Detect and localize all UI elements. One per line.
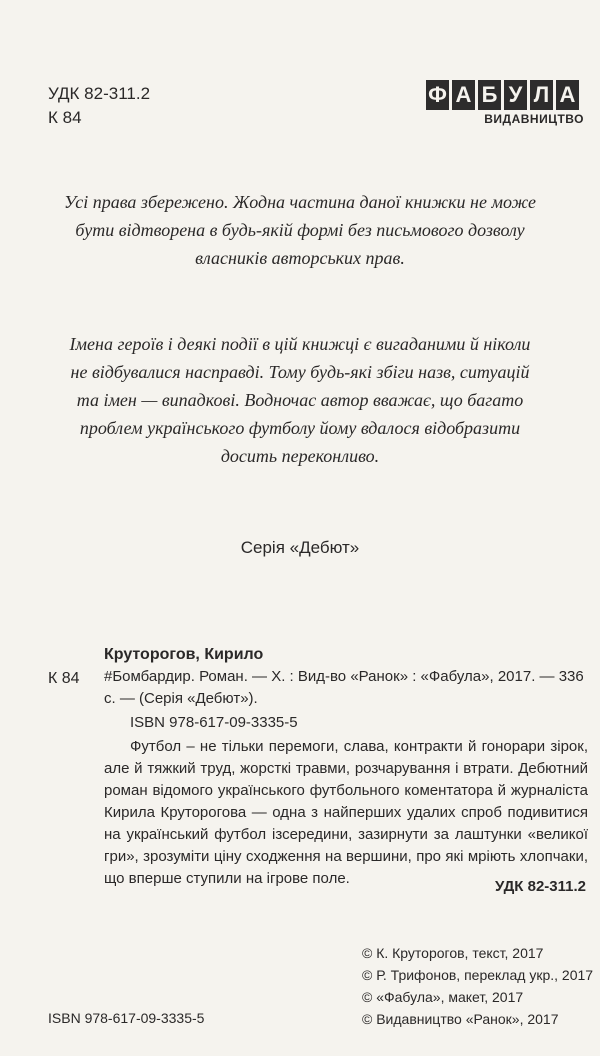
- copyright-line: © Видавництво «Ранок», 2017: [362, 1011, 559, 1027]
- logo-letter: Ф: [426, 80, 449, 110]
- disclaimer: Імена героїв і деякі події в цій книжці є вигаданими й ніколи не відбувалися насправді. Тому будь-які збіги назв, ситуацій та імен — випадкові. Водночас автор вважає, що багато проблем українського футболу йому вдалося відобразити досить переконливо.: [69, 334, 531, 466]
- author-mark: К 84: [48, 108, 82, 127]
- logo-letter: А: [556, 80, 579, 110]
- publisher-logo: [426, 80, 586, 126]
- logo-wordmark: [426, 80, 586, 110]
- isbn-bottom: ISBN 978-617-09-3335-5: [48, 1010, 205, 1026]
- logo-letter: Л: [530, 80, 553, 110]
- copyright-line: © К. Круторогов, текст, 2017: [362, 945, 544, 961]
- logo-letter: А: [452, 80, 475, 110]
- series-label: Серія «Дебют»: [240, 538, 360, 557]
- card-code: К 84: [48, 670, 80, 687]
- logo-letter: У: [504, 80, 527, 110]
- card-author: Круторогов, Кирило: [104, 646, 264, 663]
- udk-block: [48, 82, 150, 130]
- logo-letter: Б: [478, 80, 501, 110]
- udk-code: УДК 82-311.2: [48, 84, 151, 103]
- card-title-line: #Бомбардир. Роман. — Х. : Вид-во «Ранок» : «Фабула», 2017. — 336 с. — (Серія «Дебют»).: [104, 668, 584, 707]
- copyright-list: [362, 942, 593, 1030]
- copyright-line: © «Фабула», макет, 2017: [362, 989, 524, 1005]
- card-annotation: Футбол – не тільки перемоги, слава, контракти й гонорари зірок, але й тяжкий труд, жорсткі травми, розчарування і втрати. Дебютний роман відомого українського футбольного коментатора й журналіста Кирила Круторогова — одна з найперших удалих спроб подивитися на український футбол ізсередини, зазирнути за лаштунки «великої гри», зрозуміти ціну сходження на вершини, про які мріють хлопчаки, що вперше ступили на ігрове поле.: [104, 738, 588, 887]
- card-isbn: ISBN 978-617-09-3335-5: [130, 714, 298, 731]
- logo-subtitle: ВИДАВНИЦТВО: [484, 112, 584, 126]
- card-udk: УДК 82-311.2: [495, 878, 586, 895]
- rights-notice: Усі права збережено. Жодна частина даної книжки не може бути відтворена в будь-якій формі без письмового дозволу власників авторських прав.: [63, 192, 537, 268]
- copyright-line: © Р. Трифонов, переклад укр., 2017: [362, 967, 594, 983]
